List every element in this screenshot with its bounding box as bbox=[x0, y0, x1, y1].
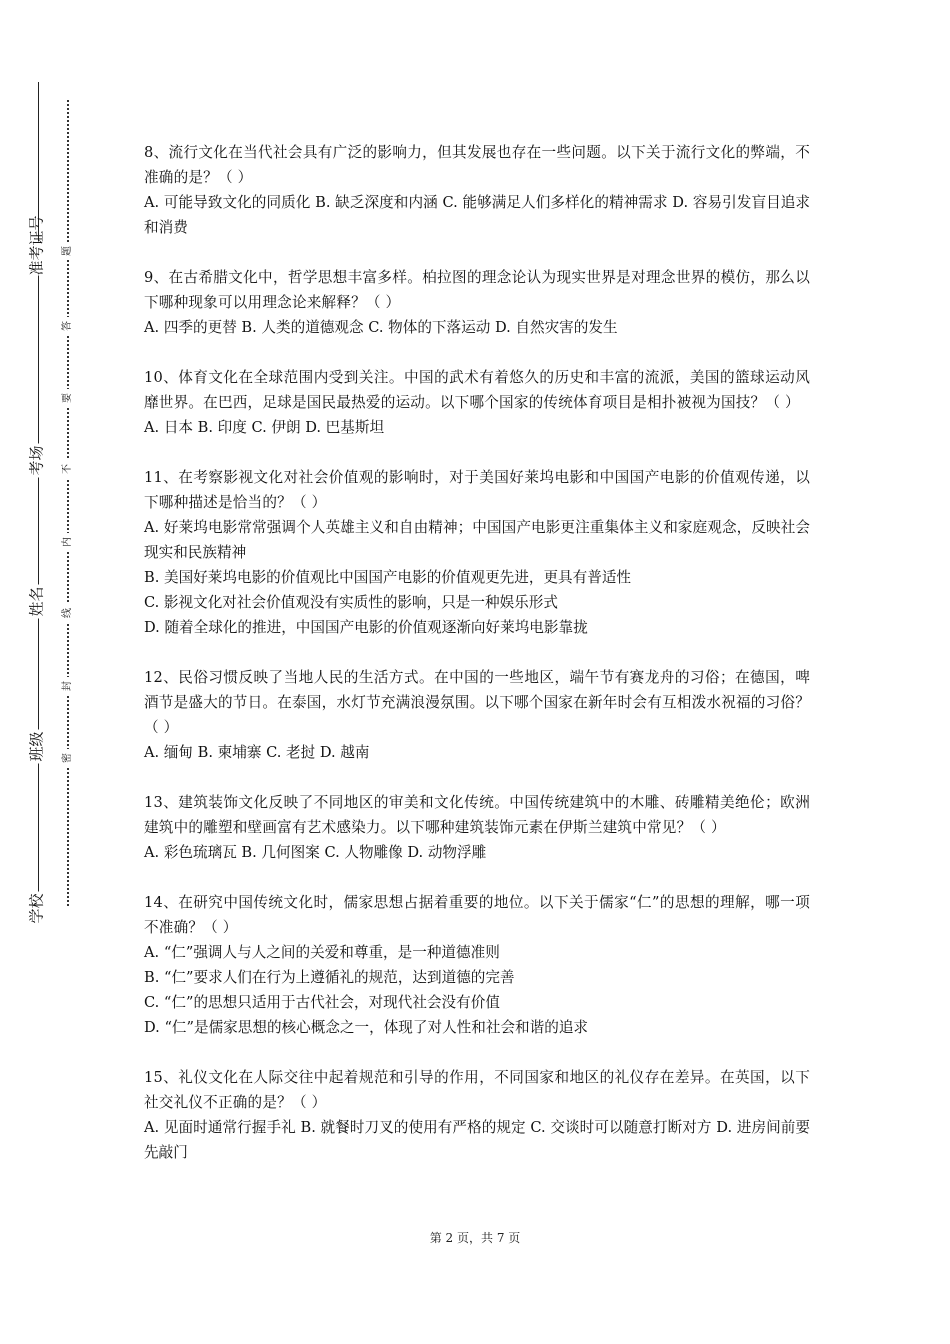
page-number: 第 2 页，共 7 页 bbox=[429, 1231, 521, 1245]
question-11 bbox=[144, 465, 810, 640]
question-list bbox=[144, 140, 810, 1190]
question-stem: 13、建筑装饰文化反映了不同地区的审美和文化传统。中国传统建筑中的木雕、砖雕精美绝伦；欧洲建筑中的雕塑和壁画富有艺术感染力。以下哪种建筑装饰元素在伊斯兰建筑中常见？（ ） bbox=[144, 794, 810, 836]
question-stem: 12、民俗习惯反映了当地人民的生活方式。在中国的一些地区，端午节有赛龙舟的习俗；在德国，啤酒节是盛大的节日。在泰国，水灯节充满浪漫氛围。以下哪个国家在新年时会有互相泼水祝福的习俗？（ ） bbox=[144, 669, 810, 736]
option-d: D. “仁”是儒家思想的核心概念之一，体现了对人性和社会和谐的追求 bbox=[144, 1019, 589, 1036]
question-options: A. 可能导致文化的同质化 B. 缺乏深度和内涵 C. 能够满足人们多样化的精神需求 D. 容易引发盲目追求和消费 bbox=[144, 194, 810, 236]
question-8 bbox=[144, 140, 810, 240]
option-b: B. “仁”要求人们在行为上遵循礼的规范，达到道德的完善 bbox=[144, 969, 515, 986]
option-a: A. “仁”强调人与人之间的关爱和尊重，是一种道德准则 bbox=[144, 944, 500, 961]
seal-char: 题 bbox=[60, 242, 76, 260]
question-10 bbox=[144, 365, 810, 440]
question-options: A. 彩色琉璃瓦 B. 几何图案 C. 人物雕像 D. 动物浮雕 bbox=[144, 844, 487, 861]
seal-char: 不 bbox=[60, 460, 76, 478]
option-a: A. 好莱坞电影常常强调个人英雄主义和自由精神；中国国产电影更注重集体主义和家庭观念，反映社会现实和民族精神 bbox=[144, 519, 810, 561]
option-d: D. 随着全球化的推进，中国国产电影的价值观逐渐向好莱坞电影靠拢 bbox=[144, 619, 588, 636]
question-14 bbox=[144, 890, 810, 1040]
question-9 bbox=[144, 265, 810, 340]
seal-char: 内 bbox=[60, 533, 76, 551]
seal-char: 密 bbox=[60, 749, 76, 767]
seal-char: 要 bbox=[60, 389, 76, 407]
question-options: A. 日本 B. 印度 C. 伊朗 D. 巴基斯坦 bbox=[144, 419, 385, 436]
option-b: B. 美国好莱坞电影的价值观比中国国产电影的价值观更先进，更具有普适性 bbox=[144, 569, 632, 586]
question-options: A. 四季的更替 B. 人类的道德观念 C. 物体的下落运动 D. 自然灾害的发生 bbox=[144, 319, 618, 336]
class-label: 班级 bbox=[27, 731, 46, 762]
question-stem: 8、流行文化在当代社会具有广泛的影响力，但其发展也存在一些问题。以下关于流行文化的弊端，不准确的是？（ ） bbox=[144, 144, 810, 186]
binding-seal-line bbox=[67, 100, 69, 906]
question-stem: 10、体育文化在全球范围内受到关注。中国的武术有着悠久的历史和丰富的流派，美国的篮球运动风靡世界。在巴西，足球是国民最热爱的运动。以下哪个国家的传统体育项目是相扑被视为国技？（ ） bbox=[144, 369, 810, 411]
question-stem: 14、在研究中国传统文化时，儒家思想占据着重要的地位。以下关于儒家“仁”的思想的理解，哪一项不准确？（ ） bbox=[144, 894, 810, 936]
seal-char: 答 bbox=[60, 317, 76, 335]
question-13 bbox=[144, 790, 810, 865]
binding-margin bbox=[0, 0, 110, 1344]
binding-solid-line bbox=[38, 82, 39, 902]
question-15 bbox=[144, 1065, 810, 1165]
name-label: 姓名 bbox=[27, 586, 46, 617]
school-label: 学校 bbox=[27, 893, 46, 924]
option-c: C. 影视文化对社会价值观没有实质性的影响，只是一种娱乐形式 bbox=[144, 594, 558, 611]
seal-char: 线 bbox=[60, 604, 76, 622]
exam-room-label: 考场 bbox=[27, 445, 46, 476]
option-c: C. “仁”的思想只适用于古代社会，对现代社会没有价值 bbox=[144, 994, 500, 1011]
question-stem: 11、在考察影视文化对社会价值观的影响时，对于美国好莱坞电影和中国国产电影的价值观传递，以下哪种描述是恰当的？（ ） bbox=[144, 469, 810, 511]
question-options: A. 见面时通常行握手礼 B. 就餐时刀叉的使用有严格的规定 C. 交谈时可以随意打断对方 D. 进房间前要先敲门 bbox=[144, 1119, 810, 1161]
question-stem: 9、在古希腊文化中，哲学思想丰富多样。柏拉图的理念论认为现实世界是对理念世界的模仿，那么以下哪种现象可以用理念论来解释？（ ） bbox=[144, 269, 810, 311]
exam-number-label: 准考证号 bbox=[27, 215, 46, 276]
question-options: A. 缅甸 B. 柬埔寨 C. 老挝 D. 越南 bbox=[144, 744, 370, 761]
seal-char: 封 bbox=[60, 677, 76, 695]
question-12 bbox=[144, 665, 810, 765]
question-stem: 15、礼仪文化在人际交往中起着规范和引导的作用，不同国家和地区的礼仪存在差异。在英国，以下社交礼仪不正确的是？（ ） bbox=[144, 1069, 810, 1111]
